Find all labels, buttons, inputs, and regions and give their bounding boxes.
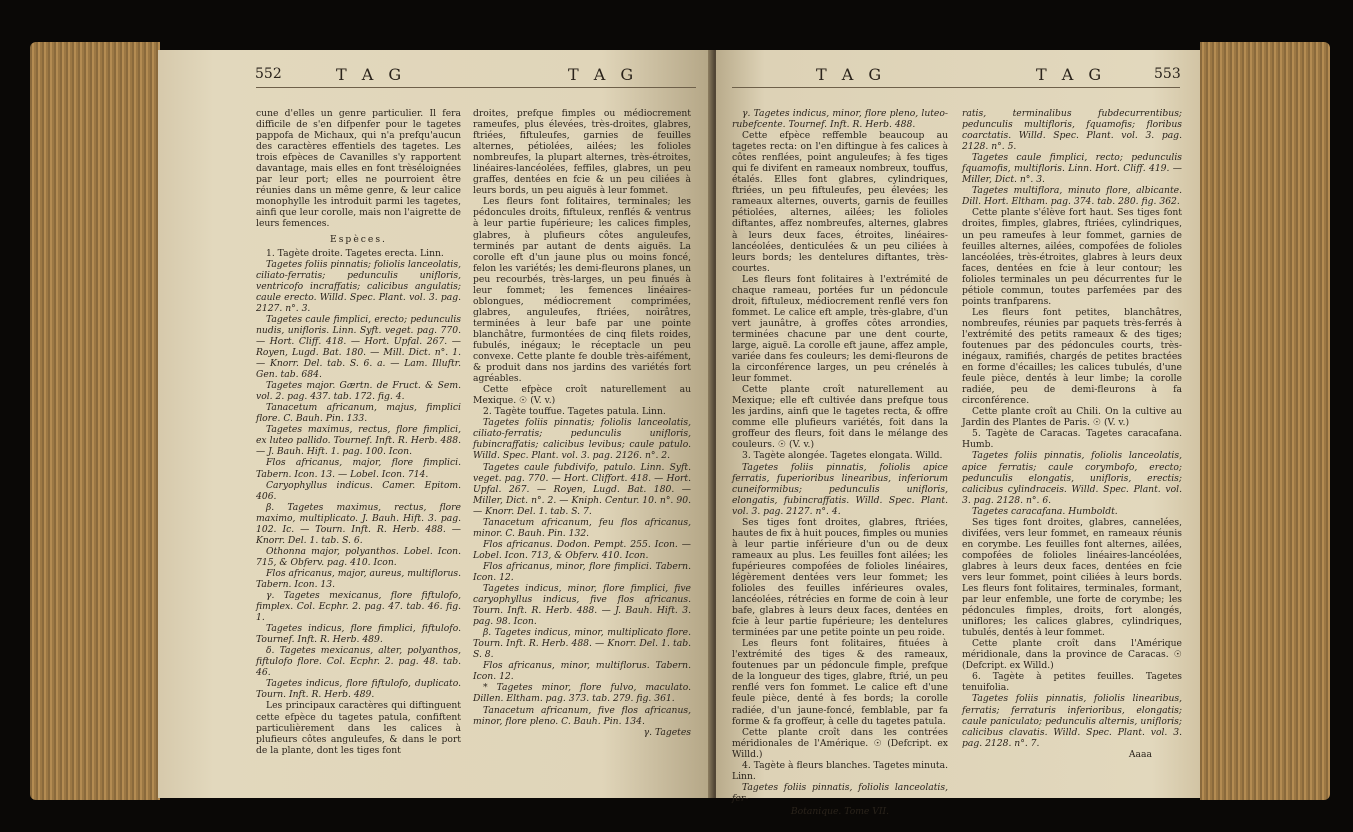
paragraph: Tagetes multiflora, minuto flore, albicante. Dill. Hort. Eltham. pag. 374. tab. 280. fig. 362.: [962, 185, 1182, 208]
text-column: [732, 108, 948, 817]
paragraph: Tagetes foliis pinnatis, foliolis apice ferratis, fuperioribus linearibus, inferiorum cuneiformibus; pedunculis unifloris, elongatis, fubincraffatis. Willd. Spec. Plant. vol. 3. pag. 2127. n°. 4.: [732, 461, 948, 517]
paragraph: Cette plante croît naturellement au Mexique; elle eft cultivée dans prefque tous les jardins, ainfi que le tagetes recta, & offre comme elle plufieurs variétés, foit dans la groffeur des fleurs, foit dans le mélange des couleurs. ☉ (V. v.): [732, 384, 948, 451]
paragraph: Flos africanus, major, aureus, multiflorus. Tabern. Icon. 13.: [256, 567, 461, 590]
paragraph: Othonna major, polyanthos. Lobel. Icon. 715, & Obferv. pag. 410. Icon.: [256, 545, 461, 568]
text-column: [256, 108, 461, 756]
paragraph: Ses tiges font droites, glabres, ftriées, hautes de fix à huit pouces, fimples ou munies à leur partie inférieure d'un ou de deux rameaux au plus. Les feuilles font ailées; les fupérieures compofées de folioles linéaires, légèrement dentées vers leur fommet; les folioles des feuilles inférieures ovales, lancéolées, rétrécies en forme de coin à leur bafe, glabres à leurs deux faces, dentées en fcie à leur partie fupérieure; les dentelures terminées par une petite pointe un peu roide.: [732, 516, 948, 639]
paragraph: * Tagetes minor, flore fulvo, maculato. Dillen. Eltham. pag. 373. tab. 279. fig. 361.: [473, 682, 691, 705]
paragraph: Les principaux caractères qui diftinguent cette efpèce du tagetes patula, confiftent particulièrement dans les calices à plufieurs côtes anguleufes, & dans le port de la plante, dont les tiges font: [256, 700, 461, 756]
running-head: T A G: [568, 65, 639, 84]
paragraph: Flos africanus. Dodon. Pempt. 255. Icon. — Lobel. Icon. 713, & Obferv. 410. Icon.: [473, 538, 691, 561]
left-page: [158, 50, 713, 798]
paragraph: cune d'elles un genre particulier. Il fera difficile de s'en difpenfer pour le tagetes pappofa de Michaux, qui n'a prefqu'aucun des caractères effentiels des tagetes. Les trois efpèces de Cavanilles s'y rapportent davantage, mais elles en font trèséloignées par leur port; elles ne pourroient être réunies dans un même genre, & leur calice monophylle les introduit parmi les tagetes, ainfi que leur corolle, mais non l'aigrette de leurs femences.: [256, 108, 461, 230]
paragraph: Flos africanus, minor, multiflorus. Tabern. Icon. 12.: [473, 660, 691, 683]
paragraph: Cette plante croît dans les contrées méridionales de l'Amérique. ☉ (Defcript. ex Willd.): [732, 726, 948, 760]
page-number-right: 553: [1154, 66, 1181, 82]
paragraph: Tagetes foliis pinnatis; foliolis lanceolatis, ciliato-ferratis; pedunculis unifloris, ventricofo incraffatis; calicibus angulatis; caule erecto. Willd. Spec. Plant. vol. 3. pag. 2127. n°. 3.: [256, 258, 461, 314]
paragraph: Tanacetum africanum, five flos africanus, minor, flore pleno. C. Bauh. Pin. 134.: [473, 704, 691, 727]
paragraph: Tagetes maximus, rectus, flore fimplici, ex luteo pallido. Tournef. Inft. R. Herb. 488. — J. Bauh. Hift. 1. pag. 100. Icon.: [256, 424, 461, 458]
paragraph: Cette plante s'élève fort haut. Ses tiges font droites, fimples, glabres, ftriées, cylindriques, un peu rameufes à leur fommet, garnies de feuilles alternes, ailées, compofées de folioles lancéolées, très-étroites, glabres à leurs deux faces, dentées en fcie à leur contour; les folioles terminales un peu décurrentes fur le pétiole commun, toutes parfemées par des points tranfparens.: [962, 207, 1182, 307]
paragraph: Tanacetum africanum, feu flos africanus, minor. C. Bauh. Pin. 132.: [473, 516, 691, 539]
paragraph: Tagetes foliis pinnatis, foliolis lanceolatis, apice ferratis; caule corymbofo, erecto; pedunculis elongatis, unifloris, erectis; calicibus cylindraceis. Willd. Spec. Plant. vol. 3. pag. 2128. n°. 6.: [962, 450, 1182, 506]
species-heading: 1. Tagète droite. Tagetes erecta. Linn.: [266, 247, 444, 259]
page-footer: Botanique. Tome VII.: [790, 805, 890, 817]
paragraph: Cette efpèce reffemble beaucoup au tagetes recta: on l'en diftingue à fes calices à côtes renflées, point anguleufes; à fes tiges qui fe divifent en rameaux nombreux, touffus, étalés. Elles font glabres, cylindriques, ftriées, un peu fiftuleufes, peu élevées; les rameaux alternes, ouverts, garnis de feuilles pétiolées, alternes, ailées; les folioles diftantes, affez nombreufes, alternes, glabres à leurs deux faces, étroites, linéaires-lancéolées, denticulées & un peu ciliées à leurs bords; les dentelures diftantes, très-courtes.: [732, 130, 948, 274]
paragraph: Tagetes caule fimplici, erecto; pedunculis nudis, unifloris. Linn. Syft. veget. pag. 770. — Hort. Cliff. 418. — Hort. Upfal. 267. — Royen, Lugd. Bat. 180. — Mill. Dict. n°. 1. — Knorr. Del. tab. S. 6. a. — Lam. Illuftr. Gen. tab. 684.: [256, 313, 461, 381]
paragraph: Tagetes foliis pinnatis; foliolis lanceolatis, ciliato-ferratis; pedunculis unifloris, fubincraffatis; calicibus levibus; caule patulo. Willd. Spec. Plant. vol. 3. pag. 2126. n°. 2.: [473, 417, 691, 462]
paragraph: droites, prefque fimples ou médiocrement rameufes, plus élevées, très-droites, glabres, ftriées, fiftuleufes, garnies de feuilles alternes, pétiolées, ailées; les folioles nombreufes, la plupart alternes, très-étroites, linéaires-lancéolées, feffiles, glabres, un peu graffes, dentées en fcie & un peu ciliées à leurs bords, un peu aiguës à leur fommet.: [473, 108, 691, 197]
header-rule: [732, 87, 1180, 88]
catchword: γ. Tagetes: [643, 726, 691, 738]
paragraph: Flos africanus, major, flore fimplici. Tabern. Icon. 13. — Lobel. Icon. 714.: [256, 457, 461, 480]
paragraph: Tagetes indicus, flore fimplici, fiftulofo. Tournef. Inft. R. Herb. 489.: [256, 623, 461, 646]
paragraph: γ. Tagetes mexicanus, flore fiftulofo, fimplex. Col. Ecphr. 2. pag. 47. tab. 46. fig. 1.: [256, 590, 461, 624]
paragraph: Cette plante croît dans l'Amérique méridionale, dans la province de Caracas. ☉ (Defcript. ex Willd.): [962, 638, 1182, 672]
paragraph: β. Tagetes maximus, rectus, flore maximo, multiplicato. J. Bauh. Hift. 3. pag. 102. Ic. — Tourn. Inft. R. Herb. 488. — Knorr. Del. 1. tab. S. 6.: [256, 501, 461, 546]
left-page-edges: [30, 42, 160, 800]
page-number-left: 552: [255, 66, 282, 82]
paragraph: Les fleurs font folitaires à l'extrémité de chaque rameau, portées fur un pédoncule droit, fiftuleux, médiocrement renflé vers fon fommet. Le calice eft ample, très-glabre, d'un vert jaunâtre, à groffes côtes arrondies, terminées chacune par une dent courte, large, aiguë. La corolle eft jaune, affez ample, variée dans fes couleurs; les demi-fleurons de la circonférence larges, un peu crénelés à leur fommet.: [732, 273, 948, 385]
paragraph: Tagetes major. Gærtn. de Fruct. & Sem. vol. 2. pag. 437. tab. 172. fig. 4.: [256, 380, 461, 403]
signature-mark: Aaaa: [1128, 748, 1152, 760]
paragraph: Tanacetum africanum, majus, fimplici flore. C. Bauh. Pin. 133.: [256, 402, 461, 425]
species-heading: 4. Tagète à fleurs blanches. Tagetes minuta. Linn.: [732, 759, 948, 782]
running-head: T A G: [816, 65, 887, 84]
open-book: [30, 22, 1330, 820]
paragraph: Tagetes caule fimplici, recto; pedunculis fquamofis, multifloris. Linn. Hort. Cliff. 419. — Miller, Dict. n°. 3.: [962, 152, 1182, 186]
paragraph: Tagetes caracafana. Humboldt.: [972, 505, 1118, 517]
species-heading: 3. Tagète alongée. Tagetes elongata. Willd.: [742, 450, 943, 462]
paragraph: Tagetes indicus, minor, flore fimplici, five caryophyllus indicus, five flos africanus. Tourn. Inft. R. Herb. 488. — J. Bauh. Hift. 3. pag. 98. Icon.: [473, 583, 691, 628]
paragraph: Tagetes foliis pinnatis, foliolis linearibus, ferratis; ferraturis inferioribus, elongatis; caule paniculato; pedunculis alternis, unifloris; calicibus clavatis. Willd. Spec. Plant. vol. 3. pag. 2128. n°. 7.: [962, 693, 1182, 749]
text-column: [473, 108, 691, 738]
running-head: T A G: [1036, 65, 1107, 84]
paragraph: β. Tagetes indicus, minor, multiplicato flore. Tourn. Inft. R. Herb. 488. — Knorr. Del. 1. tab. S. 8.: [473, 627, 691, 661]
right-page-edges: [1200, 42, 1330, 800]
paragraph: Cette efpèce croît naturellement au Mexique. ☉ (V. v.): [473, 384, 691, 407]
paragraph: Caryophyllus indicus. Camer. Epitom. 406.: [256, 479, 461, 502]
text-column: [962, 108, 1182, 760]
paragraph: Ses tiges font droites, glabres, cannelées, divifées, vers leur fommet, en rameaux réunis en corymbe. Les feuilles font alternes, ailées, compofées de folioles linéaires-lancéolées, glabres à leurs deux faces, dentées en fcie vers leur fommet, point ciliées à leurs bords. Les fleurs font folitaires, terminales, formant, par leur enfemble, une forte de corymbe; les pédoncules fimples, droits, fort alongés, uniflores; les calices glabres, cylindriques, tubulés, dentés à leur fommet.: [962, 516, 1182, 639]
species-heading: 2. Tagète touffue. Tagetes patula. Linn.: [483, 406, 666, 418]
right-page: [716, 50, 1200, 817]
paragraph: Flos africanus, minor, flore fimplici. Tabern. Icon. 12.: [473, 560, 691, 583]
paragraph: Tagetes indicus, flore fiftulofo, duplicato. Tourn. Inft. R. Herb. 489.: [256, 678, 461, 701]
running-head: T A G: [336, 65, 407, 84]
paragraph: Les fleurs font folitaires, fituées à l'extrémité des tiges & des rameaux, foutenues par un pédoncule fimple, prefque de la longueur des tiges, glabre, ftrié, un peu renflé vers fon fommet. Le calice eft d'une feule pièce, denté à fes bords; la corolle radiée, d'un jaune-foncé, femblable, par fa forme & fa groffeur, à celle du tagetes patula.: [732, 638, 948, 727]
paragraph: Les fleurs font petites, blanchâtres, nombreufes, réunies par paquets très-ferrés à l'extrémité des petits rameaux & des tiges; foutenues par des pédoncules courts, très-inégaux, ramifiés, chargés de petites bractées en forme d'écailles; les calices tubulés, d'une feule pièce, dentés à leur limbe; la corolle radiée, peu de demi-fleurons à fa circonférence.: [962, 306, 1182, 407]
paragraph: Tagetes foliis pinnatis, foliolis lanceolatis, fer-: [732, 781, 948, 804]
species-heading: 6. Tagète à petites feuilles. Tagetes tenuifolia.: [962, 671, 1182, 694]
header-rule: [256, 87, 696, 88]
paragraph: Cette plante croît au Chili. On la cultive au Jardin des Plantes de Paris. ☉ (V. v.): [962, 406, 1182, 429]
paragraph: Tagetes caule fubdivifo, patulo. Linn. Syft. veget. pag. 770. — Hort. Cliffort. 418. — Hort. Upfal. 267. — Royen, Lugd. Bat. 180. — Miller, Dict. n°. 2. — Kniph. Centur. 10. n°. 90. — Knorr. Del. 1. tab. S. 7.: [473, 461, 691, 517]
species-heading: 5. Tagète de Caracas. Tagetes caracafana. Humb.: [962, 428, 1182, 451]
section-heading: Espèces.: [330, 233, 387, 245]
paragraph: Les fleurs font folitaires, terminales; les pédoncules droits, fiftuleux, renflés & ventrus à leur partie fupérieure; les calices fimples, glabres, à plufieurs côtes anguleufes, terminés par autant de dents aiguës. La corolle eft d'un jaune plus ou moins foncé, felon les variétés; les demi-fleurons planes, un peu recourbés, très-larges, un peu finués à leur fommet; les femences linéaires-oblongues, médiocrement comprimées, glabres, anguleufes, ftriées, noirâtres, terminées à leur bafe par une pointe blanchâtre, furmontées de cinq filets roides, fubulés, inégaux; le réceptacle un peu convexe. Cette plante fe double très-aifément, & produit dans nos jardins des variétés fort agréables.: [473, 196, 691, 385]
paragraph: ratis, terminalibus fubdecurrentibus; pedunculis multifloris, fquamofis; floribus coarctatis. Willd. Spec. Plant. vol. 3. pag. 2128. n°. 5.: [962, 108, 1182, 153]
paragraph: γ. Tagetes indicus, minor, flore pleno, luteo-rubefcente. Tournef. Inft. R. Herb. 488.: [732, 108, 948, 131]
paragraph: δ. Tagetes mexicanus, alter, polyanthos, fiftulofo flore. Col. Ecphr. 2. pag. 48. tab. 46.: [256, 645, 461, 679]
